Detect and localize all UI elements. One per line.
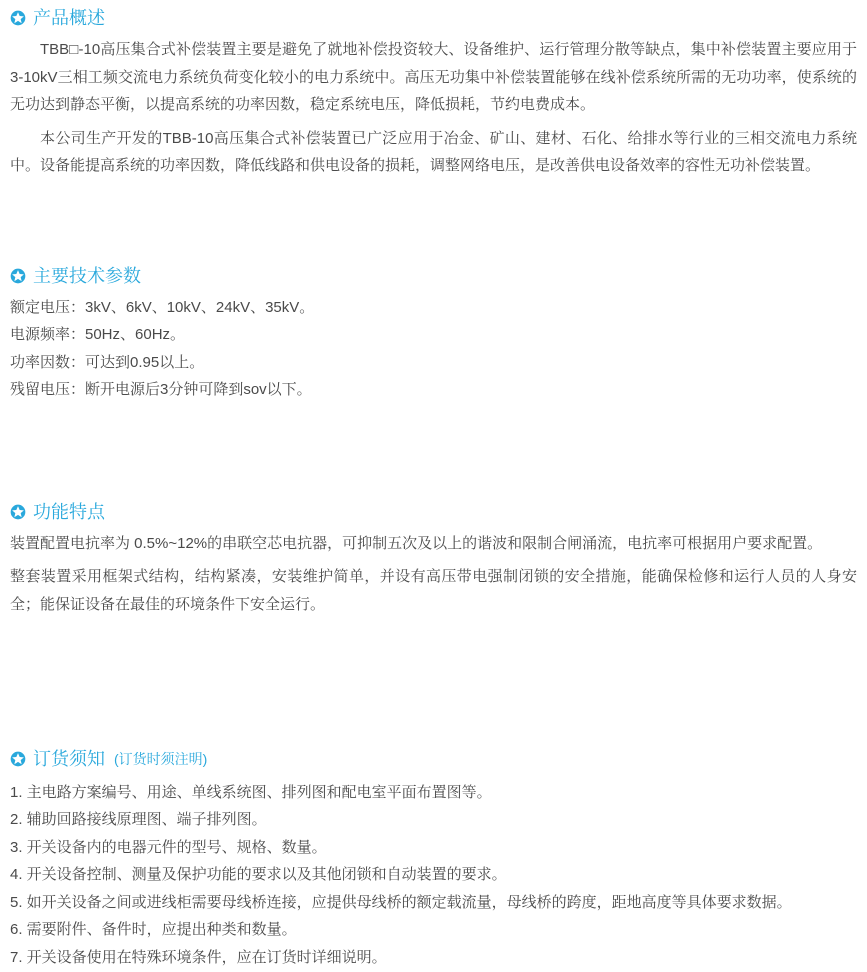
section-heading [10,747,857,771]
ordering-item: 3. 开关设备内的电器元件的型号、规格、数量。 [10,838,327,856]
ordering-item-list [10,779,857,972]
star-circle-icon [10,504,26,520]
section-features [10,500,857,619]
tech-parameter-line: 额定电压：3kV、6kV、10kV、24kV、35kV。 [10,298,315,316]
tech-parameter-line: 残留电压：断开电源后3分钟可降到sov以下。 [10,381,312,398]
section-product-overview [10,6,857,180]
overview-paragraph: TBB□-10高压集合式补偿装置主要是避免了就地补偿投资较大、设备维护、运行管理分散等缺点，集中补偿装置主要应用于3-10kV三相工频交流电力系统负荷变化较小的电力系统中。高压无功集中补偿装置能够在线补偿系统所需的无功功率，使系统的无功达到静态平衡，以提高系统的功率因数，稳定系统电压，降低损耗，节约电费成本。 [10,41,857,113]
feature-line: 整套装置采用框架式结构，结构紧凑，安装维护简单，并设有高压带电强制闭锁的安全措施，能确保检修和运行人员的人身安全；能保证设备在最佳的环境条件下安全运行。 [10,567,857,613]
section-title: 产品概述 [33,8,105,28]
tech-parameter-list [10,294,857,404]
feature-list [10,530,857,619]
section-title: 功能特点 [33,501,105,522]
ordering-item: 6. 需要附件、备件时，应提出种类和数量。 [10,921,297,939]
section-ordering-notes [10,747,857,972]
ordering-item: 4. 开关设备控制、测量及保护功能的要求以及其他闭锁和自动装置的要求。 [10,866,507,884]
section-heading [10,6,857,30]
ordering-item: 7. 开关设备使用在特殊环境条件，应在订货时详细说明。 [10,949,387,967]
tech-parameter-line: 电源频率：50Hz、60Hz。 [10,326,186,343]
section-title: 主要技术参数 [33,265,141,286]
section-heading [10,500,857,524]
section-technical-parameters [10,264,857,404]
star-circle-icon [10,751,26,767]
ordering-item: 2. 辅助回路接线原理图、端子排列图。 [10,811,267,829]
section-subtitle: (订货时须注明) [114,750,208,767]
section-title: 订货须知 [33,748,105,769]
star-circle-icon [10,10,26,26]
star-circle-icon [10,268,26,284]
tech-parameter-line: 功率因数：可达到0.95以上。 [10,353,205,371]
overview-paragraph: 本公司生产开发的TBB-10高压集合式补偿装置已广泛应用于冶金、矿山、建材、石化、给排水等行业的三相交流电力系统中。设备能提高系统的功率因数，降低线路和供电设备的损耗，调整网络电压，是改善供电设备效率的容性无功补偿装置。 [10,129,857,174]
feature-line: 装置配置电抗率为 0.5%~12%的串联空芯电抗器，可抑制五次及以上的谐波和限制合闸涌流，电抗率可根据用户要求配置。 [10,534,823,552]
ordering-item: 5. 如开关设备之间或进线柜需要母线桥连接，应提供母线桥的额定载流量，母线桥的跨度，距地高度等具体要求数据。 [10,893,792,911]
ordering-item: 1. 主电路方案编号、用途、单线系统图、排列图和配电室平面布置图等。 [10,783,492,801]
section-heading [10,264,857,288]
